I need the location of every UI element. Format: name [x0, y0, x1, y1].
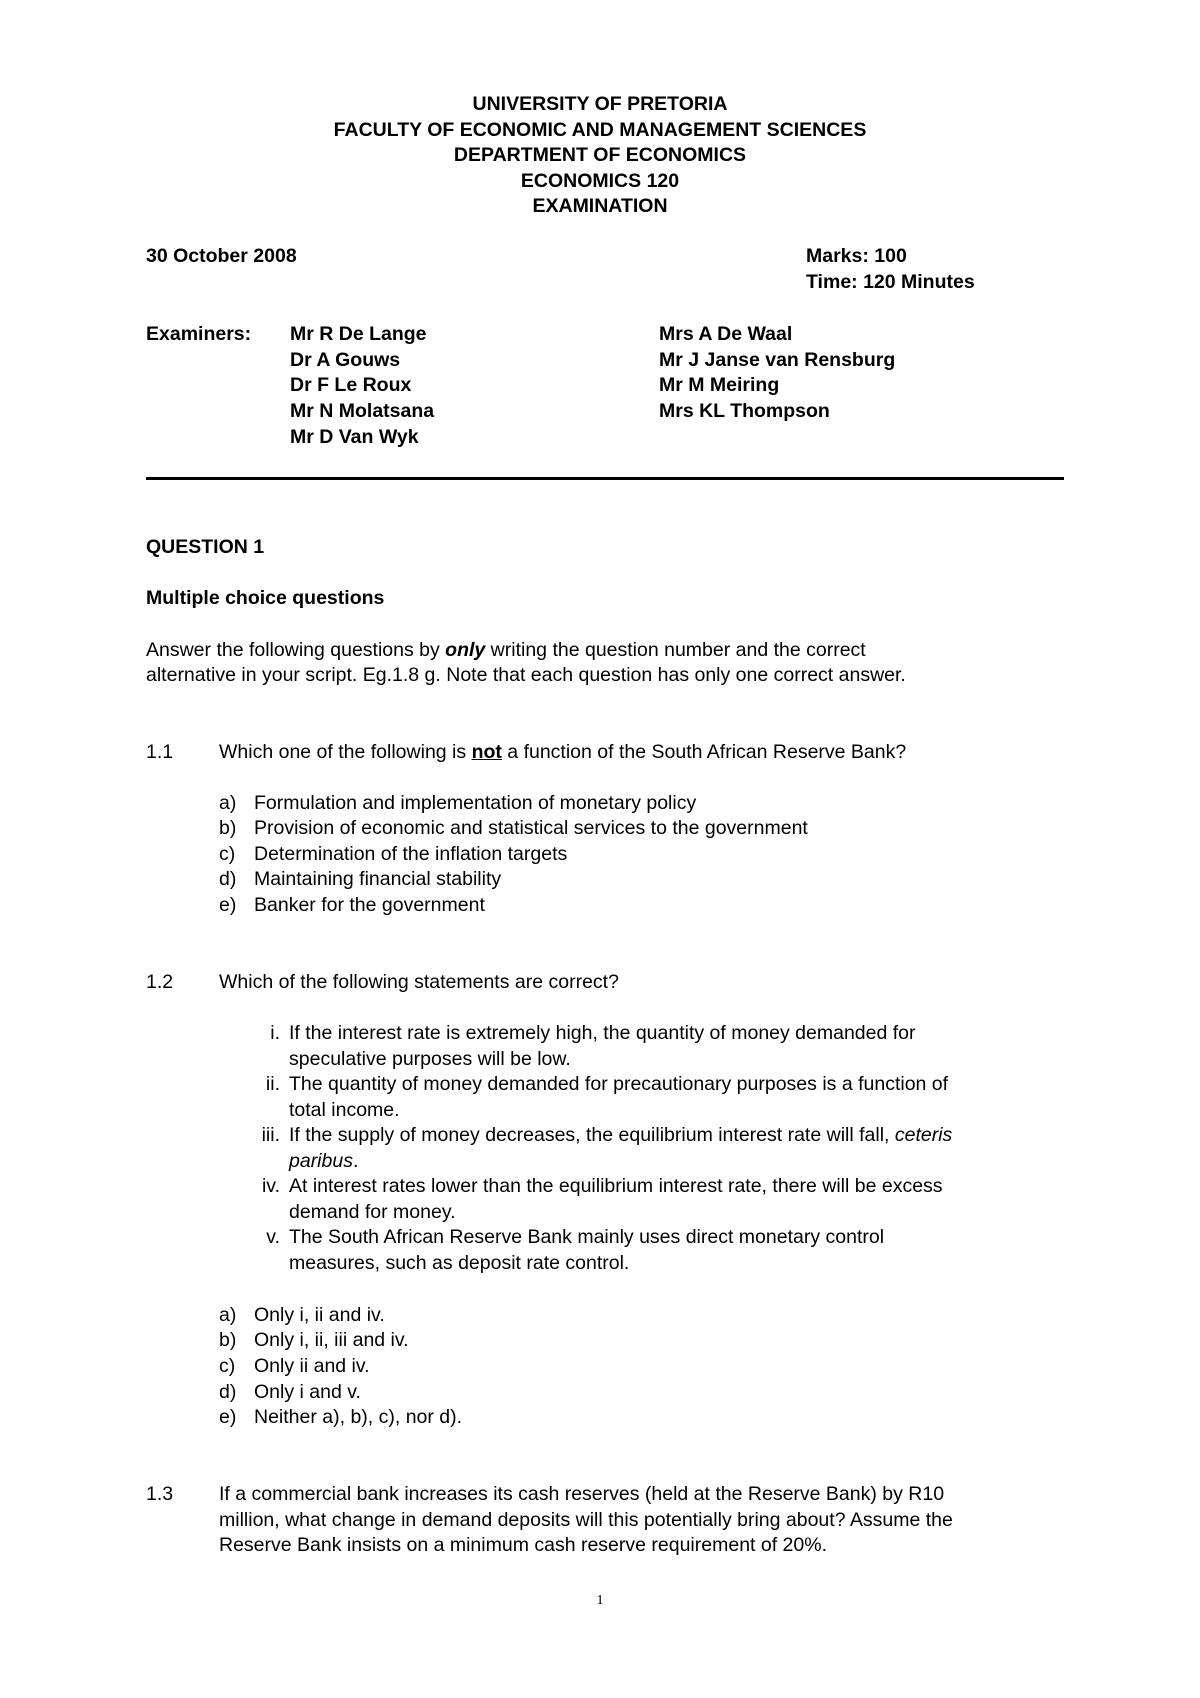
exam-date: 30 October 2008: [146, 245, 297, 267]
statement-text: measures, such as deposit rate control.: [289, 1252, 630, 1274]
department-name: DEPARTMENT OF ECONOMICS: [453, 144, 747, 166]
statement-text-part: If the supply of money decreases, the equilibrium interest rate will fall,: [289, 1124, 895, 1146]
option-letter: d): [219, 868, 237, 890]
option-text: Only i, ii and iv.: [254, 1304, 385, 1326]
statement-number: v.: [266, 1226, 280, 1248]
option-letter: d): [219, 1381, 237, 1403]
question-emphasis: not: [471, 741, 502, 763]
examiner-name: Mr M Meiring: [659, 374, 780, 396]
option-letter: c): [219, 1355, 236, 1377]
question-text: Reserve Bank insists on a minimum cash reserve requirement of 20%.: [219, 1534, 828, 1556]
option-letter: b): [219, 1329, 237, 1351]
examiner-name: Dr F Le Roux: [290, 374, 412, 396]
statement-text-part: .: [352, 1150, 359, 1172]
statement-number: i.: [270, 1022, 280, 1044]
option-letter: b): [219, 817, 237, 839]
question-text: If a commercial bank increases its cash reserves (held at the Reserve Bank) by R10: [219, 1483, 945, 1505]
statement-text: demand for money.: [289, 1201, 456, 1223]
question-title: QUESTION 1: [146, 536, 265, 558]
question-text: Which of the following statements are correct?: [219, 971, 619, 993]
statement-text: total income.: [289, 1099, 400, 1121]
option-letter: e): [219, 1406, 237, 1428]
statement-text: At interest rates lower than the equilibrium interest rate, there will be excess: [289, 1175, 943, 1197]
exam-time: Time: 120 Minutes: [806, 271, 975, 293]
course-name: ECONOMICS 120: [520, 169, 680, 192]
option-text: Determination of the inflation targets: [254, 843, 568, 865]
statement-emphasis: paribus: [289, 1150, 353, 1172]
option-text: Maintaining financial stability: [254, 868, 502, 890]
statement-text: [289, 1149, 358, 1175]
instructions-text: writing the question number and the correct: [485, 639, 866, 661]
question-number: 1.1: [146, 741, 174, 763]
question-number: 1.2: [146, 971, 174, 993]
option-letter: a): [219, 792, 237, 814]
option-text: Provision of economic and statistical services to the government: [254, 817, 808, 839]
exam-type: EXAMINATION: [532, 195, 668, 217]
question-number: 1.3: [146, 1483, 174, 1505]
option-text: Only i, ii, iii and iv.: [254, 1329, 409, 1351]
statement-text: [289, 1123, 952, 1149]
examiner-name: Mr N Molatsana: [290, 400, 435, 422]
question-subtitle: Multiple choice questions: [146, 587, 385, 609]
examiner-name: Dr A Gouws: [290, 349, 401, 371]
statement-number: iv.: [261, 1175, 280, 1197]
statement-text: The South African Reserve Bank mainly uses direct monetary control: [289, 1226, 885, 1248]
question-text: [219, 740, 906, 766]
examiners-label: Examiners:: [146, 323, 252, 345]
examiner-name: Mr D Van Wyk: [290, 426, 419, 448]
instructions-text: Answer the following questions by: [146, 639, 446, 661]
exam-header: [0, 92, 1200, 220]
examiner-name: Mr J Janse van Rensburg: [659, 349, 896, 371]
examiner-name: Mr R De Lange: [290, 323, 427, 345]
instructions-line-2: alternative in your script. Eg.1.8 g. Note that each question has only one correct answer.: [146, 664, 906, 686]
statement-emphasis: ceteris: [894, 1124, 953, 1146]
option-letter: e): [219, 894, 237, 916]
question-text-part: a function of the South African Reserve Bank?: [501, 741, 907, 763]
question-text-part: Which one of the following is: [219, 741, 472, 763]
option-text: Only i and v.: [254, 1381, 361, 1403]
option-text: Formulation and implementation of monetary policy: [254, 792, 697, 814]
statement-text: The quantity of money demanded for precautionary purposes is a function of: [289, 1073, 949, 1095]
instructions-emphasis: only: [445, 639, 486, 661]
statement-number: iii.: [261, 1124, 280, 1146]
university-name: UNIVERSITY OF PRETORIA: [472, 93, 728, 115]
statement-text: If the interest rate is extremely high, the quantity of money demanded for: [289, 1022, 916, 1044]
examiner-name: Mrs A De Waal: [659, 323, 793, 345]
question-text: million, what change in demand deposits will this potentially bring about? Assume the: [219, 1509, 953, 1531]
examiner-name: Mrs KL Thompson: [659, 400, 830, 422]
option-text: Neither a), b), c), nor d).: [254, 1406, 463, 1428]
statement-text: speculative purposes will be low.: [289, 1048, 571, 1070]
statement-number: ii.: [265, 1073, 280, 1095]
option-text: Banker for the government: [254, 894, 485, 916]
option-letter: a): [219, 1304, 237, 1326]
faculty-name: FACULTY OF ECONOMIC AND MANAGEMENT SCIENCES: [333, 118, 867, 141]
header-divider: [146, 477, 1064, 480]
instructions-line-1: [146, 638, 866, 664]
exam-marks: Marks: 100: [806, 245, 907, 267]
page-number: 1: [596, 1593, 604, 1608]
option-letter: c): [219, 843, 236, 865]
option-text: Only ii and iv.: [254, 1355, 370, 1377]
